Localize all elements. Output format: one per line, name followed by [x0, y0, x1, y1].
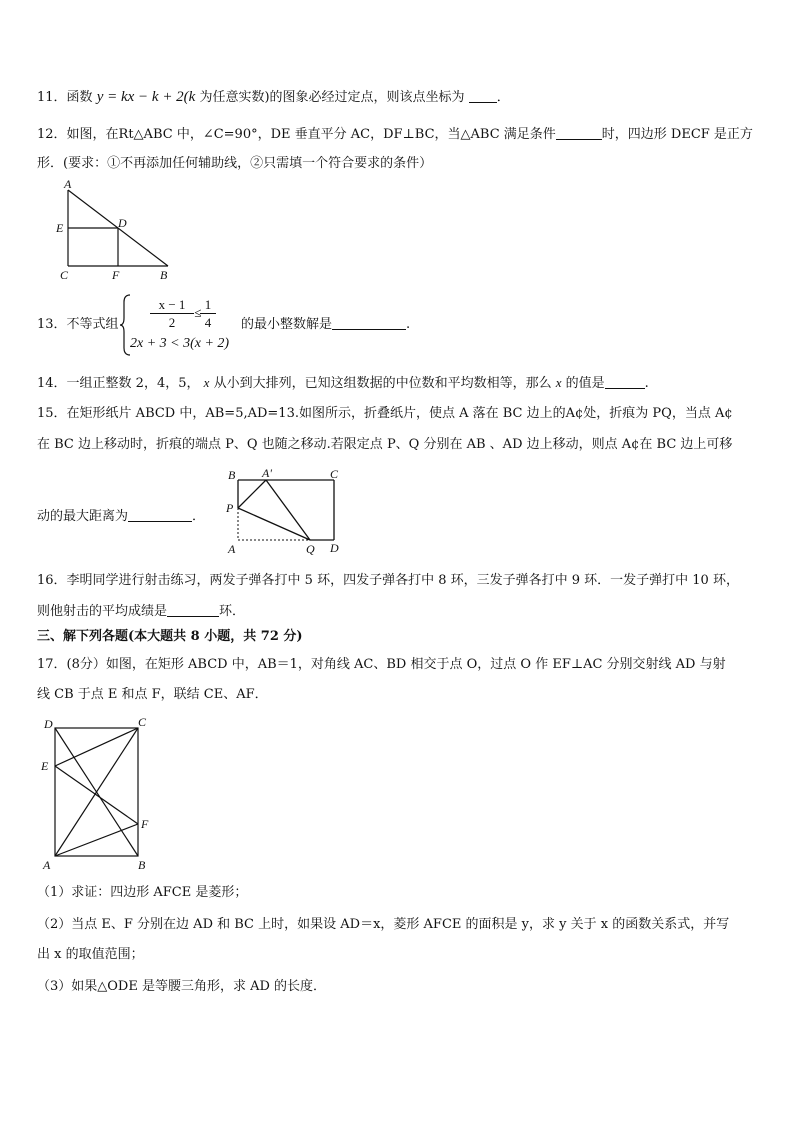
question-15-line2: 在 BC 边上移动时，折痕的端点 P、Q 也随之移动.若限定点 P、Q 分别在 AB 、AD 边上移动，则点 A¢在 BC 边上可移: [37, 437, 733, 452]
question-13-prefix: 13．不等式组: [37, 317, 119, 332]
q11-formula: y = kx − k + 2(k: [96, 89, 196, 105]
question-16-line2: 则他射击的平均成绩是 环．: [37, 604, 246, 619]
q17-sub2-line2: 出 x 的取值范围；: [37, 947, 144, 962]
question-17-line1: 17．(8分）如图，在矩形 ABCD 中，AB＝1，对角线 AC、BD 相交于点 O，过点 O 作 EF⊥AC 分别交射线 AD 与射: [37, 657, 726, 672]
q12-answer-blank[interactable]: [556, 126, 602, 140]
question-17-line2: 线 CB 于点 E 和点 F，联结 CE、AF．: [37, 687, 268, 702]
q12-label-d: D: [118, 216, 127, 230]
question-14: 14．一组正整数 2，4，5， x 从小到大排列，已知这组数据的中位数和平均数相等，那么 x 的值是 .: [37, 375, 649, 391]
q17-sub3: （3）如果△ODE 是等腰三角形，求 AD 的长度．: [37, 979, 327, 994]
q12-label-a: A: [64, 177, 72, 191]
question-12-line1: 12．如图，在Rt△ABC 中，∠C=90°，DE 垂直平分 AC，DF⊥BC，当△ABC 满足条件 时，四边形 DECF 是正方: [37, 127, 753, 142]
q17-label-f: F: [141, 817, 149, 831]
q13-fraction-right: $\frac{1}{4}$: [200, 296, 216, 331]
q17-rectangle-figure: [40, 712, 170, 874]
q13-fraction-left: $\frac{x - 1}{2}$: [150, 296, 194, 331]
q15-label-c: C: [330, 467, 339, 481]
q12-label-c: C: [60, 268, 69, 282]
q15-rectangle-figure: [222, 466, 352, 558]
question-11: 11．函数 y = kx − k + 2(k 为任意实数)的图象必经过定点，则该点坐标为 ．: [37, 89, 510, 105]
q17-label-a: A: [43, 858, 51, 872]
question-15-line3: 动的最大距离为 ．: [37, 509, 206, 524]
q13-answer-blank[interactable]: [332, 316, 406, 330]
q17-label-b: B: [138, 858, 146, 872]
q12-label-b: B: [160, 268, 168, 282]
q15-label-a-prime: A': [262, 466, 272, 480]
q11-note: 为任意实数)的图象必经过定点，则该点坐标为: [199, 90, 465, 105]
q12-label-f: F: [112, 268, 120, 282]
q13-suffix: 的最小整数解是 .: [241, 317, 411, 332]
q17-sub2-line1: （2）当点 E、F 分别在边 AD 和 BC 上时，如果设 AD＝x，菱形 AFCE 的面积是 y，求 y 关于 x 的函数关系式，并写: [37, 917, 730, 932]
q16-answer-blank[interactable]: [167, 603, 219, 617]
q14-answer-blank[interactable]: [605, 375, 645, 389]
q17-label-d: D: [44, 717, 53, 731]
q15-label-p: P: [226, 501, 234, 515]
q17-label-e: E: [41, 759, 49, 773]
q11-prefix: 11．函数: [37, 90, 93, 105]
section-3-heading: 三、解下列各题(本大题共 8 小题，共 72 分): [37, 629, 303, 644]
q12-triangle-figure: [52, 176, 182, 286]
q12-label-e: E: [56, 221, 64, 235]
q15-answer-blank[interactable]: [128, 508, 192, 522]
q17-sub1: （1）求证：四边形 AFCE 是菱形；: [37, 885, 248, 900]
q17-label-c: C: [138, 715, 147, 729]
question-16-line1: 16．李明同学进行射击练习，两发子弹各打中 5 环，四发子弹各打中 8 环，三发子弹各打中 9 环．一发子弹打中 10 环，: [37, 573, 739, 588]
q15-label-b: B: [228, 468, 236, 482]
q13-leq: ≤: [194, 305, 202, 320]
q15-label-q: Q: [306, 542, 315, 556]
question-12-line2: 形．(要求：①不再添加任何辅助线，②只需填一个符合要求的条件）: [37, 156, 433, 171]
q15-label-d: D: [330, 541, 339, 555]
q15-label-a: A: [228, 542, 236, 556]
q13-inequality-2: 2x + 3 < 3(x + 2): [130, 336, 230, 351]
q11-answer-blank[interactable]: [469, 89, 497, 103]
question-15-line1: 15．在矩形纸片 ABCD 中，AB=5,AD=13.如图所示，折叠纸片，使点 A 落在 BC 边上的A¢处，折痕为 PQ，当点 A¢: [37, 406, 733, 421]
